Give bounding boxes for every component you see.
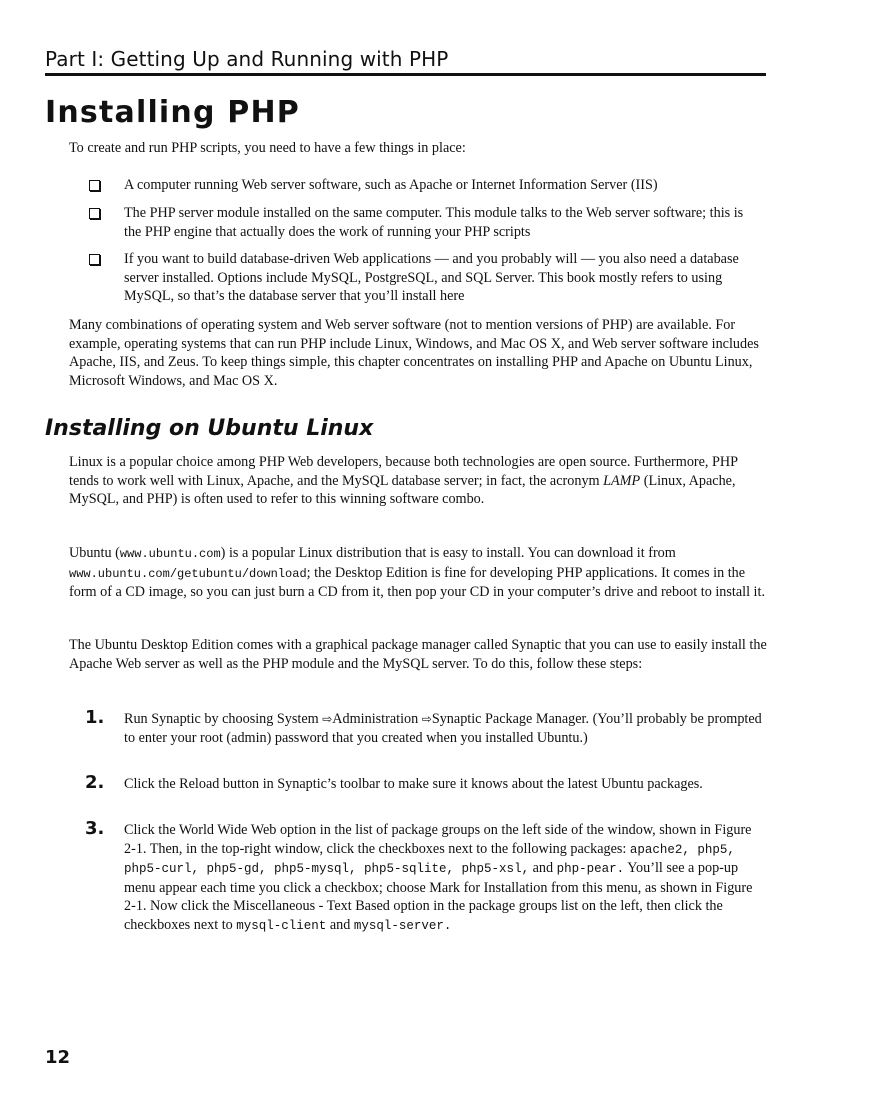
page-number: 12 (45, 1047, 71, 1068)
step-text-part: Click the World Wide Web option in the list of package groups on the left side of the window, shown in Figure 2-1. Then, in the top-right window, click the checkboxes next to the following packages: (124, 822, 752, 857)
download-url: www.ubuntu.com/getubuntu/download (69, 566, 307, 581)
linux-paragraph (69, 453, 769, 509)
synaptic-paragraph: The Ubuntu Desktop Edition comes with a graphical package manager called Synaptic that you can use to easily install the Apache Web server as well as the PHP module and the MySQL server. To do this, follow these steps: (69, 637, 767, 672)
package-name: php-pear. (556, 862, 625, 877)
step-text-part: Run Synaptic by choosing System (124, 711, 319, 727)
running-head: Part I: Getting Up and Running with PHP (45, 47, 449, 71)
bullet-text: A computer running Web server software, such as Apache or Internet Information Server (IIS) (124, 177, 658, 193)
step-text-part: Synaptic Package Manager. (You’ll probably be prompted to enter your root (admin) password that you created when you installed Ubuntu.) (124, 711, 762, 746)
checkbox-bullet-icon (89, 208, 100, 219)
subsection-title: Installing on Ubuntu Linux (45, 416, 374, 441)
combinations-paragraph: Many combinations of operating system and Web server software (not to mention versions of PHP) are available. For example, operating systems that can run PHP include Linux, Windows, and Mac OS X, and Web server software includes Apache, IIS, and Zeus. To keep things simple, this chapter concentrates on installing PHP and Apache on Ubuntu Linux, Microsoft Windows, and Mac OS X. (69, 317, 759, 389)
step-number: 1. (85, 707, 105, 728)
checkbox-bullet-icon (89, 254, 100, 265)
linux-text: Linux is a popular choice among PHP Web developers, because both technologies are open source. Furthermore, PHP tends to work well with Linux, Apache, and the MySQL database server; in fact, the acronym (69, 454, 738, 489)
step-text: Click the Reload button in Synaptic’s toolbar to make sure it knows about the latest Ubuntu packages. (124, 776, 703, 792)
section-title: Installing PHP (45, 95, 300, 130)
package-name: mysql-client (236, 918, 327, 933)
ubuntu-text: ) is a popular Linux distribution that is easy to install. You can download it from (220, 545, 676, 561)
step-text-part: You’ll see a pop-up menu appear each time you click a checkbox; choose Mark for Installation from this menu, as shown in Figure 2-1. Now click the Miscellaneous - Text Based option in the package groups list on the left, then click the checkboxes next to (124, 860, 753, 933)
step-text (124, 821, 764, 936)
step-number: 2. (85, 772, 105, 793)
ubuntu-text: ; the Desktop Edition is fine for developing PHP applications. It comes in the form of a CD image, so you can just burn a CD from it, then pop your CD in your computer’s drive and reboot to install it. (69, 564, 765, 601)
step-text-part: and (529, 860, 557, 877)
step-number: 3. (85, 818, 105, 839)
intro-paragraph: To create and run PHP scripts, you need to have a few things in place: (69, 140, 466, 156)
linux-text: (Linux, Apache, MySQL, and PHP) is often used to refer to this winning software combo. (69, 472, 736, 508)
step-text (124, 710, 764, 747)
ubuntu-url: www.ubuntu.com (119, 547, 221, 561)
step-text-part: and (326, 916, 354, 933)
package-name: mysql-server. (353, 918, 452, 933)
menu-arrow-icon: ⇨ (421, 712, 432, 726)
ubuntu-text: Ubuntu ( (69, 545, 120, 561)
ubuntu-paragraph (69, 544, 769, 602)
menu-arrow-icon: ⇨ (322, 712, 333, 726)
lamp-acronym: LAMP (603, 472, 641, 489)
bullet-text: If you want to build database-driven Web applications — and you probably will — you also need a database server installed. Options include MySQL, PostgreSQL, and SQL Server. This book mostly refers to using MySQL, so that’s the database server that you’ll install here (124, 251, 739, 305)
package-list: apache2, php5, php5-curl, php5-gd, php5-mysql, php5-sqlite, php5-xsl, (124, 842, 735, 877)
checkbox-bullet-icon (89, 180, 100, 191)
step-text-part: Administration (332, 711, 419, 727)
header-rule (45, 73, 766, 76)
bullet-text: The PHP server module installed on the same computer. This module talks to the Web server software; this is the PHP engine that actually does the work of running your PHP scripts (124, 205, 744, 240)
